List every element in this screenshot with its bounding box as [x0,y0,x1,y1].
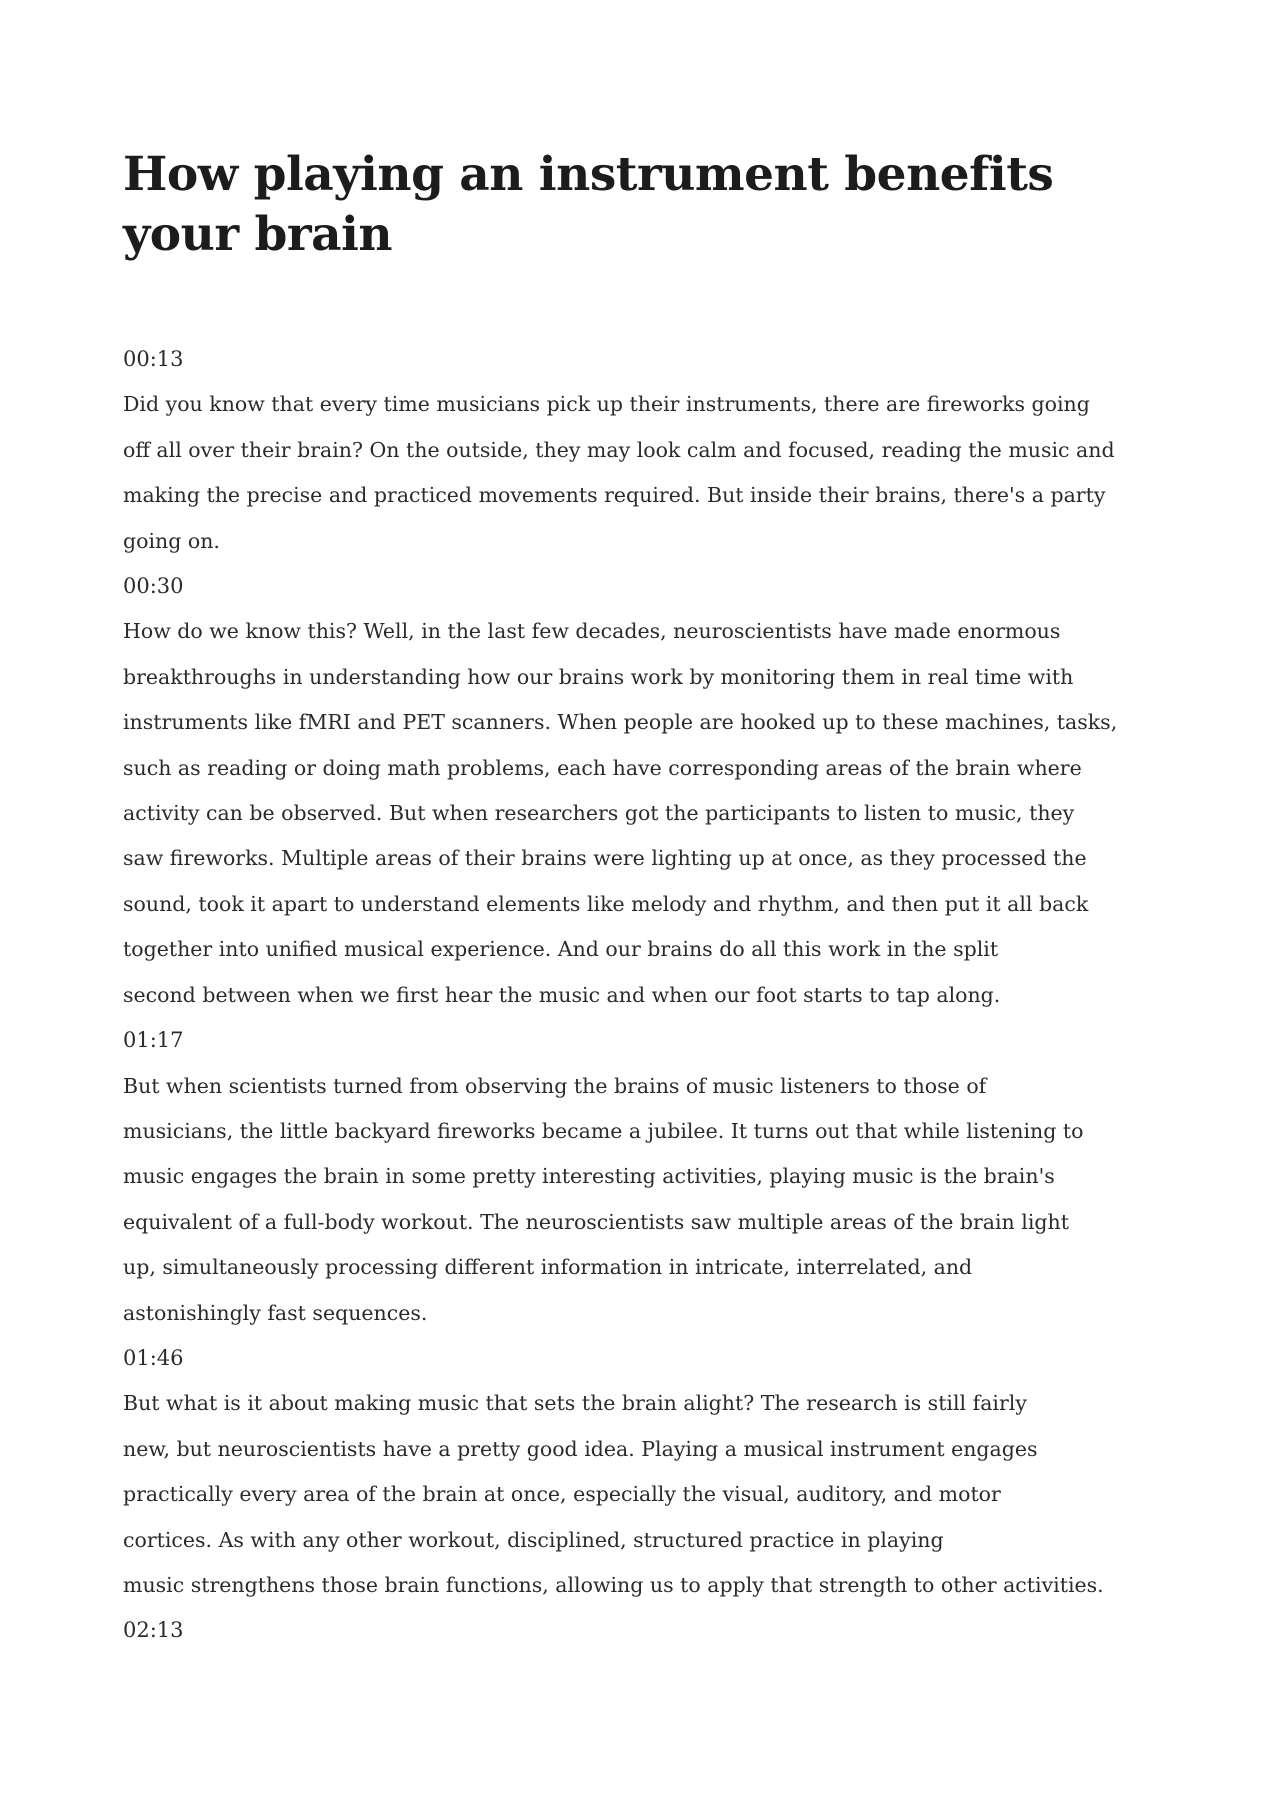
transcript-paragraph [123,1381,1173,1608]
transcript-paragraph [123,382,1173,564]
transcript-body [123,337,1173,1654]
transcript-paragraph [123,609,1173,1018]
page-title: How playing an instrument benefits your brain [123,147,1054,262]
paragraph-line: second between when we first hear the music and when our foot starts to tap along. [123,982,1001,1007]
paragraph-line: instruments like fMRI and PET scanners. When people are hooked up to these machines, tasks, [123,710,1118,735]
paragraph-line: How do we know this? Well, in the last few decades, neuroscientists have made enormous [123,619,1061,644]
paragraph-line: new, but neuroscientists have a pretty good idea. Playing a musical instrument engages [123,1436,1038,1461]
paragraph-line: off all over their brain? On the outside, they may look calm and focused, reading the music and [123,437,1115,462]
paragraph-line: activity can be observed. But when researchers got the participants to listen to music, they [123,801,1075,826]
paragraph-line: making the precise and practiced movements required. But inside their brains, there's a party [123,483,1106,508]
transcript-paragraph [123,1064,1173,1336]
timestamp: 01:17 [123,1028,184,1053]
document-content [123,145,1173,1654]
paragraph-line: Did you know that every time musicians pick up their instruments, there are fireworks going [123,392,1090,417]
paragraph-line: But what is it about making music that sets the brain alight? The research is still fairly [123,1391,1027,1416]
paragraph-line: cortices. As with any other workout, disciplined, structured practice in playing [123,1527,944,1552]
paragraph-line: music strengthens those brain functions, allowing us to apply that strength to other activities. [123,1572,1104,1597]
paragraph-line: such as reading or doing math problems, each have corresponding areas of the brain where [123,755,1082,780]
paragraph-line: practically every area of the brain at once, especially the visual, auditory, and motor [123,1482,1001,1507]
timestamp: 02:13 [123,1618,184,1643]
paragraph-line: together into unified musical experience. And our brains do all this work in the split [123,937,999,962]
paragraph-line: music engages the brain in some pretty interesting activities, playing music is the brain's [123,1164,1055,1189]
paragraph-line: equivalent of a full-body workout. The neuroscientists saw multiple areas of the brain light [123,1209,1069,1234]
paragraph-line: musicians, the little backyard fireworks became a jubilee. It turns out that while listening to [123,1118,1084,1143]
paragraph-line: astonishingly fast sequences. [123,1300,428,1325]
paragraph-line: breakthroughs in understanding how our brains work by monitoring them in real time with [123,664,1074,689]
paragraph-line: saw fireworks. Multiple areas of their brains were lighting up at once, as they processed the [123,846,1087,871]
paragraph-line: sound, took it apart to understand elements like melody and rhythm, and then put it all back [123,891,1089,916]
timestamp: 01:46 [123,1345,184,1370]
timestamp: 00:30 [123,574,184,599]
paragraph-line: going on. [123,528,220,553]
paragraph-line: But when scientists turned from observing the brains of music listeners to those of [123,1073,987,1098]
timestamp: 00:13 [123,347,184,371]
paragraph-line: up, simultaneously processing different information in intricate, interrelated, and [123,1255,973,1280]
